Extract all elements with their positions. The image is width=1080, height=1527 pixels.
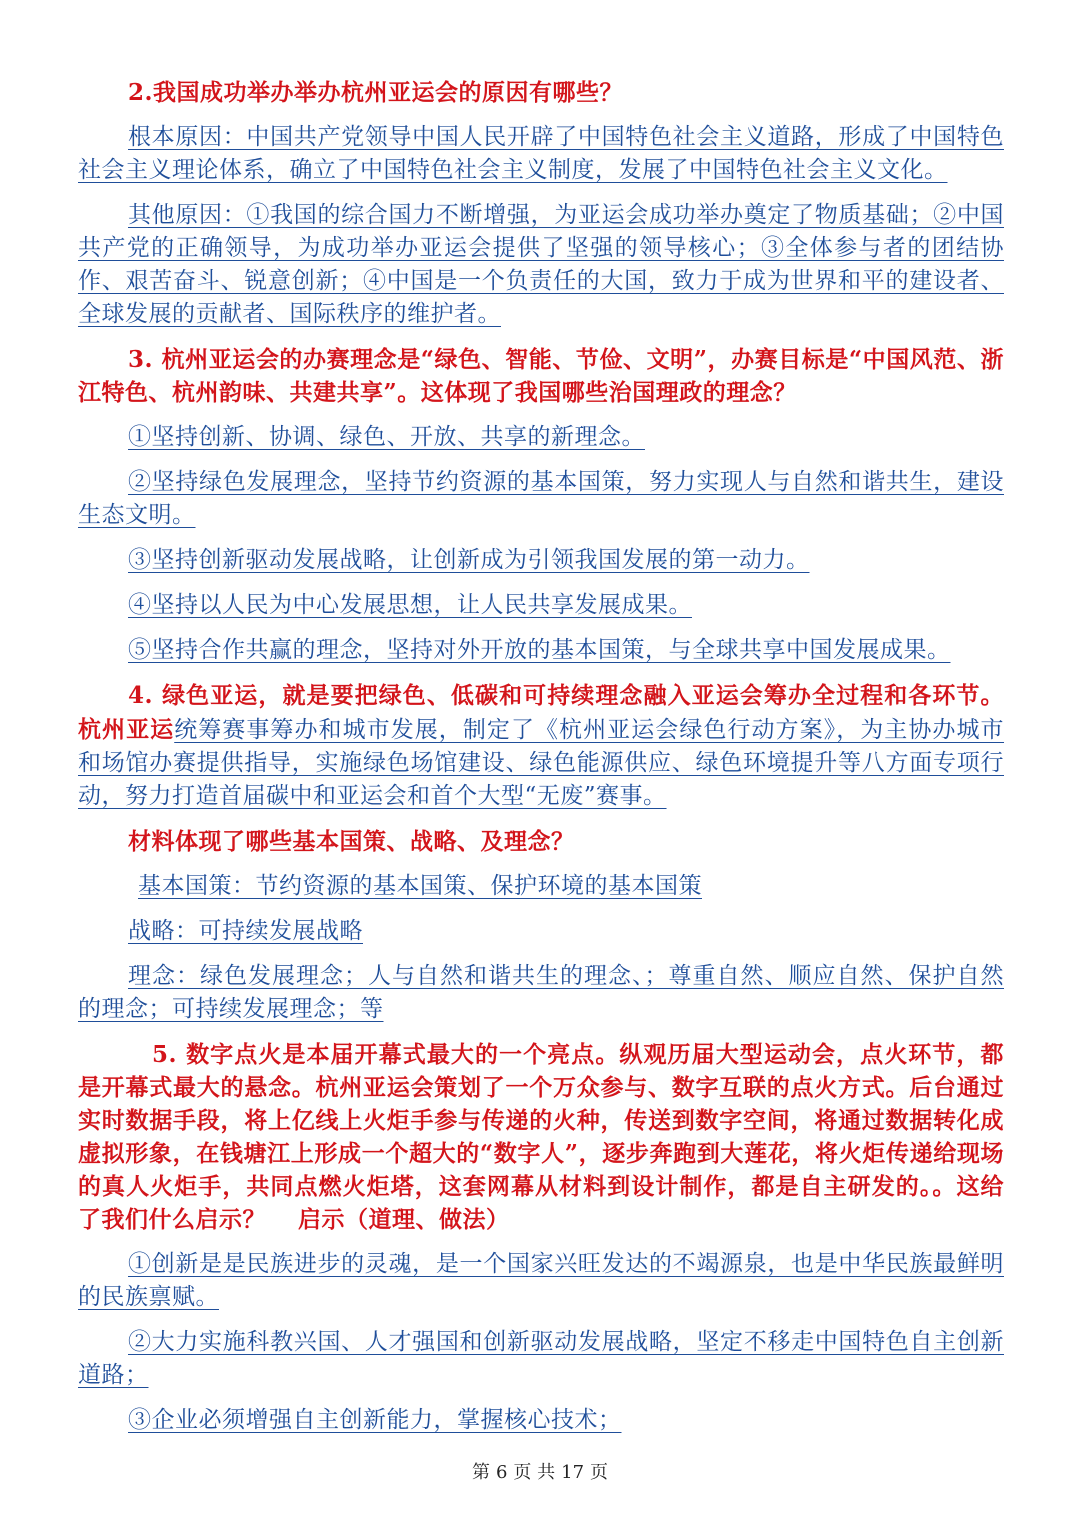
question-paragraph: 2.我国成功举办举办杭州亚运会的原因有哪些？	[128, 79, 624, 106]
answer-paragraph: ③坚持创新驱动发展战略，让创新成为引领我国发展的第一动力。	[128, 547, 810, 573]
document-body	[78, 76, 1004, 1449]
answer-paragraph: ②坚持绿色发展理念，坚持节约资源的基本国策，努力实现人与自然和谐共生，建设生态文明。	[78, 469, 1004, 528]
question-paragraph	[78, 679, 1004, 813]
answer-paragraph: 根本原因：中国共产党领导中国人民开辟了中国特色社会主义道路，形成了中国特色社会主义理论体系，确立了中国特色社会主义制度，发展了中国特色社会主义文化。	[78, 124, 1004, 183]
answer-paragraph: 基本国策：节约资源的基本国策、保护环境的基本国策	[138, 873, 702, 899]
footer-total-pages: 17	[561, 1462, 585, 1483]
answer-paragraph: ③企业必须增强自主创新能力，掌握核心技术；	[128, 1407, 622, 1433]
footer-prefix: 第	[471, 1462, 490, 1483]
question-paragraph: 5. 数字点火是本届开幕式最大的一个亮点。纵观历届大型运动会，点火环节，都是开幕式最大的悬念。杭州亚运会策划了一个万众参与、数字互联的点火方式。后台通过实时数据手段，将上亿线上火炬手参与传递的火种，传送到数字空间，将通过数据转化成虚拟形象，在钱塘江上形成一个超大的“数字人”，逐步奔跑到大莲花，将火炬传递给现场的真人火炬手，共同点燃火炬塔，这套网幕从材料到设计制作，都是自主研发的。。这给了我们什么启示？ 启示（道理、做法）	[78, 1041, 1004, 1233]
page-footer	[0, 1458, 1080, 1484]
answer-paragraph: 战略：可持续发展战略	[128, 918, 363, 944]
footer-suffix: 页	[590, 1462, 609, 1483]
answer-paragraph: ①坚持创新、协调、绿色、开放、共享的新理念。	[128, 424, 645, 450]
question-text: 4. 绿色亚运，就是要把绿色、低碳和可持续理念融入亚运会筹办全过程和各环节。杭州亚运	[78, 682, 1004, 743]
answer-paragraph: ②大力实施科教兴国、人才强国和创新驱动发展战略，坚定不移走中国特色自主创新道路；	[78, 1329, 1004, 1388]
answer-paragraph: ⑤坚持合作共赢的理念，坚持对外开放的基本国策，与全球共享中国发展成果。	[128, 637, 951, 663]
answer-paragraph: 理念：绿色发展理念；人与自然和谐共生的理念、；尊重自然、顺应自然、保护自然的理念；可持续发展理念；等	[78, 963, 1004, 1022]
answer-paragraph: ①创新是是民族进步的灵魂，是一个国家兴旺发达的不竭源泉，也是中华民族最鲜明的民族禀赋。	[78, 1251, 1004, 1310]
answer-paragraph: ④坚持以人民为中心发展思想，让人民共享发展成果。	[128, 592, 692, 618]
question-paragraph: 3. 杭州亚运会的办赛理念是“绿色、智能、节俭、文明”，办赛目标是“中国风范、浙江特色、杭州韵味、共建共享”。这体现了我国哪些治国理政的理念？	[78, 346, 1004, 406]
question-paragraph: 材料体现了哪些基本国策、战略、及理念？	[128, 828, 575, 855]
footer-page-number: 6	[495, 1462, 508, 1483]
material-text: 统筹赛事筹办和城市发展，制定了《杭州亚运会绿色行动方案》，为主协办城市和场馆办赛提供指导，实施绿色场馆建设、绿色能源供应、绿色环境提升等八方面专项行动，努力打造首届碳中和亚运会和首个大型“无废”赛事。	[78, 717, 1005, 809]
answer-paragraph: 其他原因：①我国的综合国力不断增强，为亚运会成功举办奠定了物质基础；②中国共产党的正确领导，为成功举办亚运会提供了坚强的领导核心；③全体参与者的团结协作、艰苦奋斗、锐意创新；④中国是一个负责任的大国，致力于成为世界和平的建设者、全球发展的贡献者、国际秩序的维护者。	[78, 202, 1004, 327]
footer-middle: 页 共	[513, 1462, 556, 1483]
